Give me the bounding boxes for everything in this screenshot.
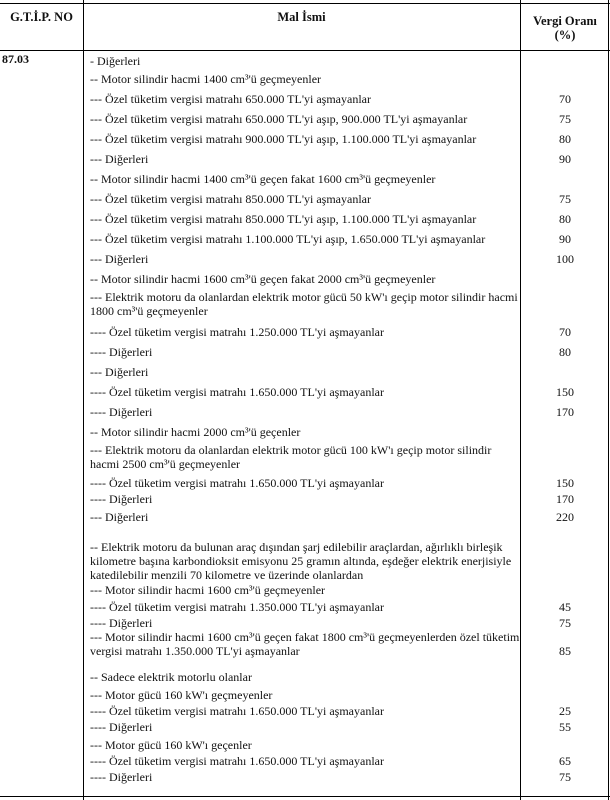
table-row-rate: 80 (559, 132, 571, 146)
table-row-text: ---- Diğerleri (90, 770, 153, 784)
table-row-text: --- Diğerleri (90, 152, 149, 166)
table-row-text: --- Motor gücü 160 kW'ı geçmeyenler (90, 688, 273, 702)
header-vergi-orani (520, 10, 610, 46)
table-row-text: ---- Özel tüketim vergisi matrahı 1.650.000 TL'yi aşmayanlar (90, 476, 384, 490)
table-row-rate: 150 (556, 385, 574, 399)
table-row-text: ---- Özel tüketim vergisi matrahı 1.650.000 TL'yi aşmayanlar (90, 754, 384, 768)
table-row-text: -- Sadece elektrik motorlu olanlar (90, 670, 252, 684)
table-row-rate: 25 (559, 704, 571, 718)
table-row-rate: 150 (556, 476, 574, 490)
table-row-text: ---- Özel tüketim vergisi matrahı 1.650.000 TL'yi aşmayanlar (90, 385, 384, 399)
header-vergi-orani-unit: (%) (554, 28, 576, 42)
table-row-text: --- Özel tüketim vergisi matrahı 650.000 TL'yi aşmayanlar (90, 92, 371, 106)
table-row-text: -- Elektrik motoru da bulunan araç dışından şarj edilebilir araçlardan, ağırlıklı birleşik kilometre başına karbondioksit emisyonu 25 gramın altında, eşdeğer elektrik enerjisiyle katedilebilir menzili 70 kilometre ve üzerinde olanlardan (90, 540, 512, 582)
table-bottom-border (0, 796, 610, 797)
table-row-text: --- Motor silindir hacmi 1600 cm³'ü geçen fakat 1800 cm³'ü geçmeyenlerden özel tüketim vergisi matrahı 1.350.000 TL'yi aşmayanlar (90, 630, 520, 658)
table-row-rate: 70 (559, 325, 571, 339)
gtip-code: 87.03 (2, 52, 29, 66)
table-row-text: --- Özel tüketim vergisi matrahı 1.100.000 TL'yi aşıp, 1.650.000 TL'yi aşmayanlar (90, 232, 486, 246)
table-top-border (0, 3, 610, 4)
table-row-text: ---- Özel tüketim vergisi matrahı 1.650.000 TL'yi aşmayanlar (90, 704, 384, 718)
table-row-text: --- Özel tüketim vergisi matrahı 850.000 TL'yi aşmayanlar (90, 192, 371, 206)
table-row-text: -- Motor silindir hacmi 2000 cm³'ü geçenler (90, 425, 301, 439)
header-gtip-no: G.T.İ.P. NO (10, 10, 73, 24)
table-row-text: --- Diğerleri (90, 252, 149, 266)
table-row-rate: 75 (559, 616, 571, 630)
table-row-rate: 65 (559, 754, 571, 768)
table-row-rate: 75 (559, 770, 571, 784)
table-row-rate: 80 (559, 212, 571, 226)
table-row-rate: 45 (559, 600, 571, 614)
table-row-rate: 80 (559, 345, 571, 359)
table-row-text: ---- Diğerleri (90, 405, 153, 419)
table-row-text: - Diğerleri (90, 54, 141, 68)
table-row-rate: 90 (559, 232, 571, 246)
table-row-rate: 220 (556, 510, 574, 524)
table-row-text: --- Diğerleri (90, 510, 149, 524)
table-row-rate: 170 (556, 492, 574, 506)
table-row-text: ---- Diğerleri (90, 720, 153, 734)
table-row-text: --- Diğerleri (90, 365, 149, 379)
table-row-text: --- Özel tüketim vergisi matrahı 650.000 TL'yi aşıp, 900.000 TL'yi aşmayanlar (90, 112, 468, 126)
table-row-rate: 75 (559, 192, 571, 206)
table-row-text: ---- Diğerleri (90, 492, 153, 506)
table-row-rate: 100 (556, 252, 574, 266)
table-row-text: ---- Diğerleri (90, 616, 153, 630)
table-row-text: ---- Diğerleri (90, 345, 153, 359)
table-row-text: -- Motor silindir hacmi 1400 cm³'ü geçen fakat 1600 cm³'ü geçmeyenler (90, 172, 436, 186)
table-row-rate: 55 (559, 720, 571, 734)
table-row-text: ---- Özel tüketim vergisi matrahı 1.250.000 TL'yi aşmayanlar (90, 325, 384, 339)
table-row-rate: 85 (559, 644, 571, 658)
table-row-rate: 70 (559, 92, 571, 106)
table-row-text: --- Elektrik motoru da olanlardan elektrik motor gücü 100 kW'ı geçip motor silindir hacmi 2500 cm³'ü geçmeyenler (90, 443, 492, 471)
header-mal-ismi: Mal İsmi (277, 10, 326, 24)
table-row-text: -- Motor silindir hacmi 1400 cm³'ü geçmeyenler (90, 72, 322, 86)
table-row-text: -- Motor silindir hacmi 1600 cm³'ü geçen fakat 2000 cm³'ü geçmeyenler (90, 272, 436, 286)
table-row-text: ---- Özel tüketim vergisi matrahı 1.350.000 TL'yi aşmayanlar (90, 600, 384, 614)
table-row-text: --- Motor gücü 160 kW'ı geçenler (90, 738, 252, 752)
header-bottom-border (0, 50, 610, 51)
table-row-rate: 170 (556, 405, 574, 419)
header-vergi-orani-label: Vergi Oranı (533, 14, 597, 28)
table-row-rate: 90 (559, 152, 571, 166)
column-divider-1 (83, 0, 84, 800)
table-row-text: --- Özel tüketim vergisi matrahı 850.000 TL'yi aşıp, 1.100.000 TL'yi aşmayanlar (90, 212, 477, 226)
table-row-text: --- Elektrik motoru da olanlardan elektrik motor gücü 50 kW'ı geçip motor silindir hacmi 1800 cm³'ü geçmeyenler (90, 290, 518, 318)
table-row-text: --- Motor silindir hacmi 1600 cm³'ü geçmeyenler (90, 583, 326, 597)
table-row-rate: 75 (559, 112, 571, 126)
table-row-text: --- Özel tüketim vergisi matrahı 900.000 TL'yi aşıp, 1.100.000 TL'yi aşmayanlar (90, 132, 477, 146)
